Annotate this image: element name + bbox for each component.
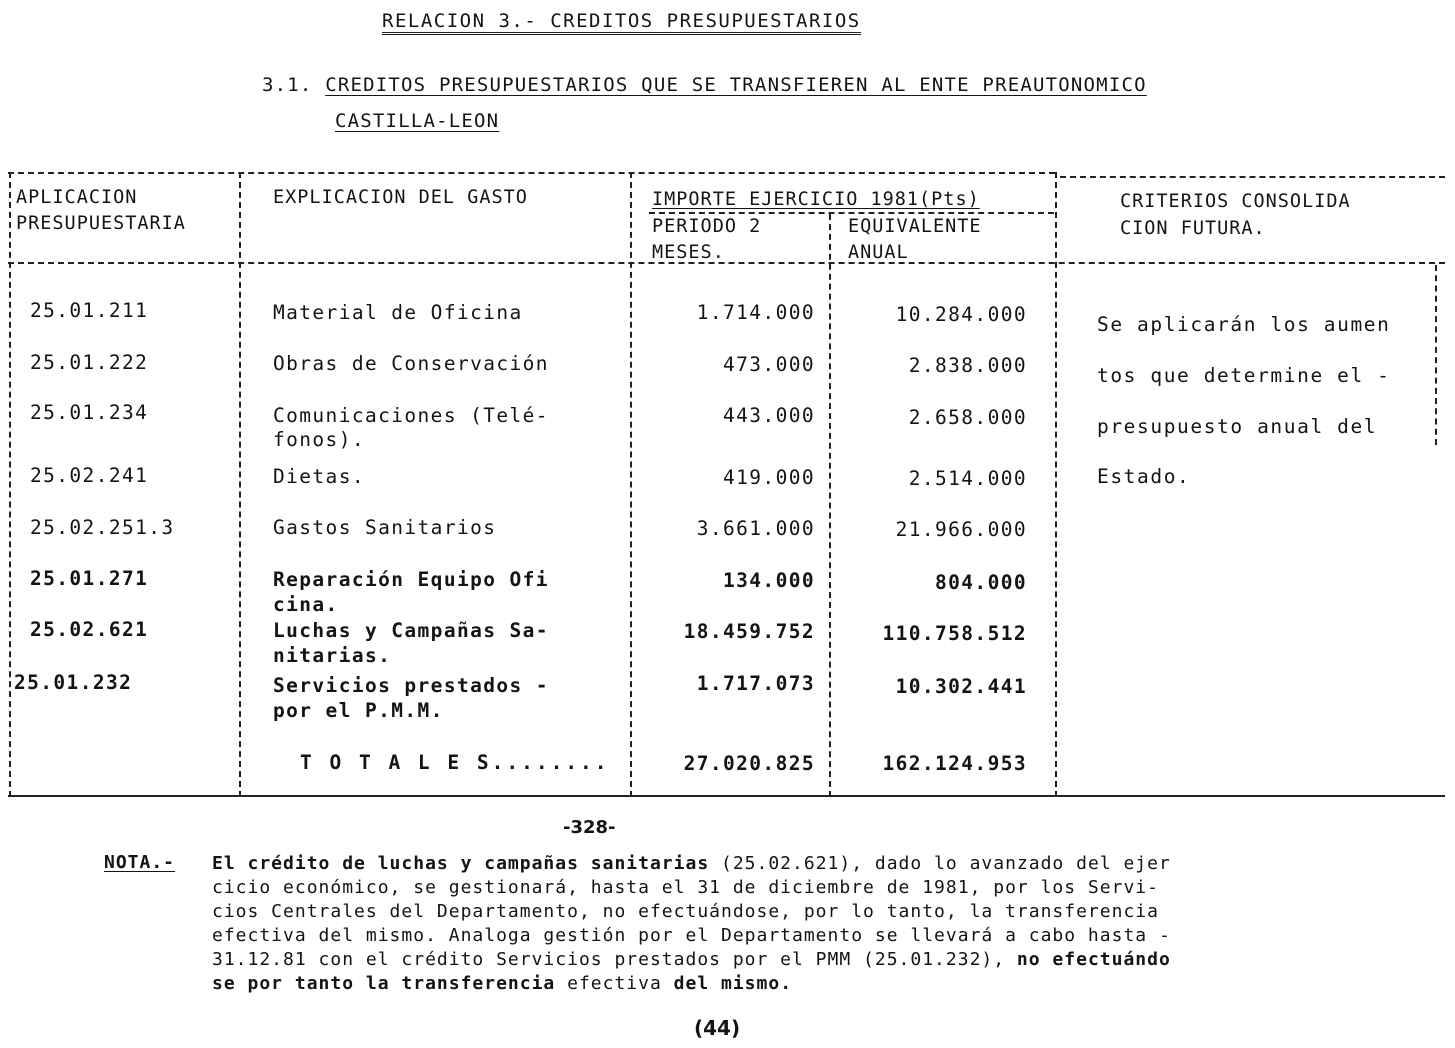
nota-line6-rest: efectiva (555, 973, 674, 994)
row-6-anual: 804.000 (935, 571, 1027, 594)
row-3-periodo: 443.000 (723, 404, 815, 427)
nota-line2: cicio económico, se gestionará, hasta el 31 de diciembre de 1981, por los Servi- (212, 877, 1159, 898)
row-5-explicacion: Gastos Sanitarios (273, 516, 497, 539)
nota-line5: 31.12.81 con el crédito Servicios prestados por el PMM (25.01.232), (212, 949, 1017, 970)
row-6-aplicacion: 25.01.271 (30, 567, 149, 590)
row-6-explicacion-1: Reparación Equipo Ofi (273, 568, 549, 591)
row-2-aplicacion: 25.01.222 (30, 351, 149, 374)
nota-label (104, 852, 175, 873)
row-4-aplicacion: 25.02.241 (30, 464, 149, 487)
row-6-explicacion-2: cina. (273, 593, 339, 616)
nota-text (212, 852, 1171, 996)
row-8-explicacion-1: Servicios prestados - (273, 674, 549, 697)
criterios-line-2: tos que determine el - (1097, 364, 1391, 387)
row-6-periodo: 134.000 (723, 569, 815, 592)
table-top-border (8, 172, 1055, 174)
row-4-explicacion: Dietas. (273, 465, 365, 488)
row-1-aplicacion: 25.01.211 (30, 299, 149, 322)
row-8-explicacion-2: por el P.M.M. (273, 699, 444, 722)
header-importe: IMPORTE EJERCICIO 1981(Pts) (652, 189, 980, 210)
row-2-anual: 2.838.000 (908, 354, 1027, 377)
nota-line6-bold2: del mismo. (673, 973, 793, 994)
header-equivalente-2: ANUAL (848, 242, 909, 263)
nota-line5-bold: no efectuándo (1016, 949, 1171, 970)
row-7-explicacion-1: Luchas y Campañas Sa- (273, 619, 549, 642)
row-3-aplicacion: 25.01.234 (30, 401, 149, 424)
header-aplicacion-2: PRESUPUESTARIA (16, 213, 186, 234)
row-8-periodo: 1.717.073 (696, 672, 815, 695)
col-line-right (1435, 265, 1437, 445)
row-3-explicacion-1: Comunicaciones (Telé- (273, 404, 549, 427)
relacion-title: RELACION 3.- CREDITOS PRESUPUESTARIOS (382, 10, 861, 35)
section-title-line1: CREDITOS PRESUPUESTARIOS QUE SE TRANSFIEREN AL ENTE PREAUTONOMICO (325, 74, 1147, 96)
nota-line1-bold: El crédito de luchas y campañas sanitarias (212, 853, 710, 874)
row-3-anual: 2.658.000 (908, 406, 1027, 429)
row-5-periodo: 3.661.000 (696, 517, 815, 540)
row-5-aplicacion: 25.02.251.3 (30, 516, 175, 539)
row-1-periodo: 1.714.000 (696, 301, 815, 324)
header-periodo-1: PERIODO 2 (652, 216, 762, 237)
header-criterios-2: CION FUTURA. (1120, 218, 1266, 239)
row-7-periodo: 18.459.752 (683, 620, 815, 643)
header-periodo-2: MESES. (652, 242, 725, 263)
bottom-page-number: (44) (694, 1016, 741, 1040)
row-1-anual: 10.284.000 (895, 303, 1027, 326)
row-7-anual: 110.758.512 (882, 622, 1027, 645)
totals-periodo: 27.020.825 (683, 752, 815, 775)
criterios-line-1: Se aplicarán los aumen (1097, 313, 1391, 336)
page-number: -328- (563, 817, 616, 838)
col-line-2 (630, 172, 632, 797)
section-heading (262, 74, 1147, 96)
row-1-explicacion: Material de Oficina (273, 301, 523, 324)
row-2-periodo: 473.000 (723, 353, 815, 376)
row-7-aplicacion: 25.02.621 (30, 618, 149, 641)
section-title-line2: CASTILLA-LEON (335, 110, 500, 132)
criterios-line-4: Estado. (1097, 465, 1191, 488)
nota-line6-bold: se por tanto la transferencia (212, 973, 556, 994)
nota-line1-rest: (25.02.621), dado lo avanzado del ejer (709, 853, 1171, 874)
row-8-aplicacion: 25.01.232 (14, 671, 133, 694)
criterios-line-3: presupuesto anual del (1097, 415, 1378, 438)
col-line-3 (829, 214, 831, 797)
header-equivalente-1: EQUIVALENTE (848, 216, 982, 237)
totals-anual: 162.124.953 (882, 752, 1027, 775)
nota-label-text: NOTA.- (104, 852, 176, 873)
row-7-explicacion-2: nitarias. (273, 644, 392, 667)
header-explicacion: EXPLICACION DEL GASTO (273, 187, 528, 208)
table-top-border-right (1060, 176, 1445, 178)
row-8-anual: 10.302.441 (895, 675, 1027, 698)
row-5-anual: 21.966.000 (895, 518, 1027, 541)
header-bottom-border (8, 262, 1445, 264)
row-2-explicacion: Obras de Conservación (273, 352, 549, 375)
table-bottom-border (8, 795, 1445, 797)
nota-line3: cios Centrales del Departamento, no efectuándose, por lo tanto, la transferencia (212, 901, 1159, 922)
section-number: 3.1. (262, 74, 313, 96)
row-3-explicacion-2: fonos). (273, 428, 365, 451)
nota-line4: efectiva del mismo. Analoga gestión por el Departamento se llevará a cabo hasta - (212, 925, 1171, 946)
row-4-periodo: 419.000 (723, 466, 815, 489)
col-line-1 (239, 172, 241, 797)
totals-label: T O T A L E S........ (300, 751, 610, 774)
row-4-anual: 2.514.000 (908, 467, 1027, 490)
header-aplicacion-1: APLICACION (16, 187, 138, 208)
col-line-4 (1055, 172, 1057, 797)
header-criterios-1: CRITERIOS CONSOLIDA (1120, 191, 1351, 212)
col-line-left (9, 172, 11, 797)
